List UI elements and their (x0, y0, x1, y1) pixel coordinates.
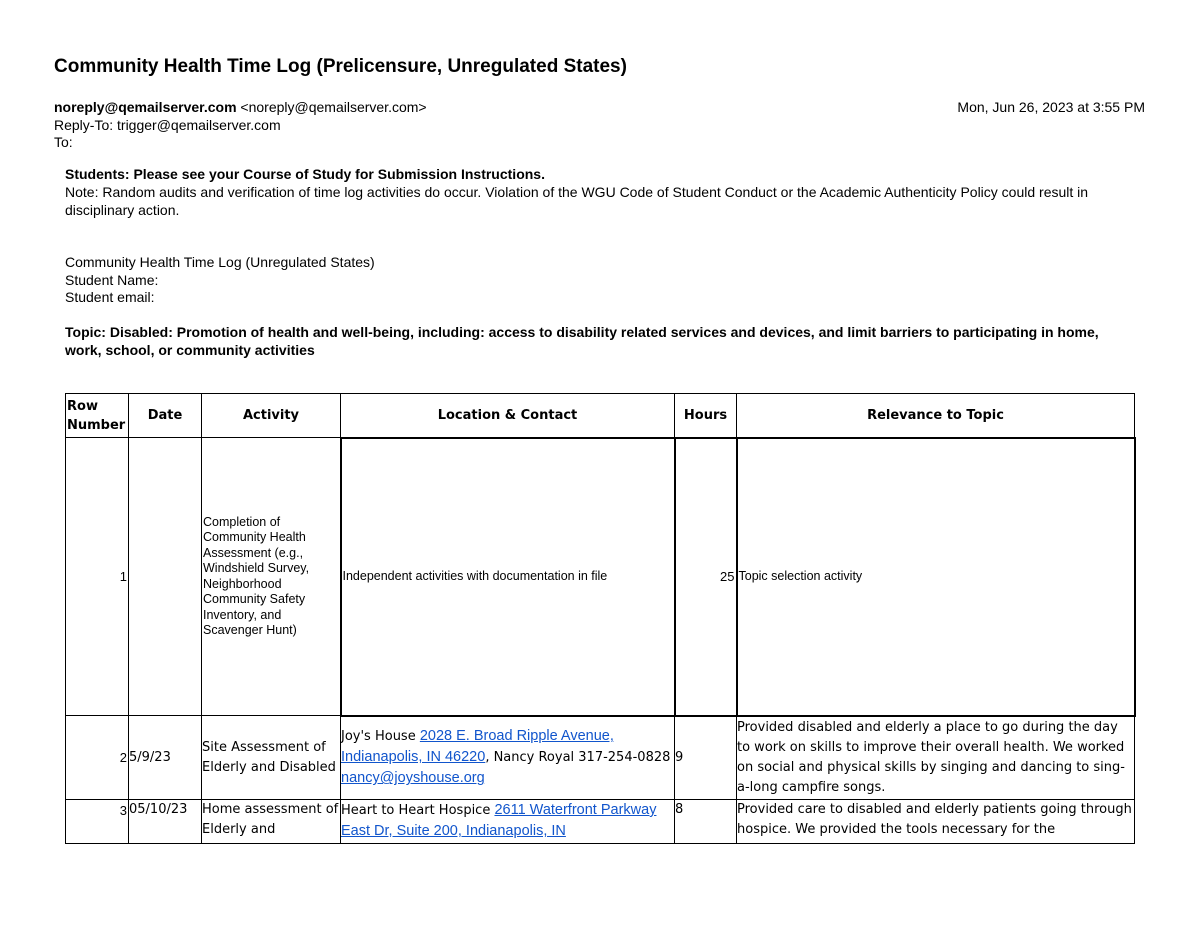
row-number: 3 (66, 800, 129, 844)
time-log-title: Community Health Time Log (Unregulated States) (65, 254, 375, 270)
sender-email: noreply@qemailserver.com (54, 99, 237, 115)
row-location (341, 800, 675, 844)
row-relevance (737, 800, 1135, 844)
row-hours: 8 (675, 800, 737, 844)
row-hours: 25 (675, 438, 737, 716)
submission-instructions: Students: Please see your Course of Study for Submission Instructions. (65, 166, 545, 182)
row-date (129, 438, 202, 716)
row-activity: Site Assessment of Elderly and Disabled (202, 716, 341, 800)
header-location: Location & Contact (341, 394, 675, 438)
row-location: Independent activities with documentation in file (341, 438, 675, 716)
header-hours: Hours (675, 394, 737, 438)
contact-info: , Nancy Royal 317-254-0828 (485, 750, 671, 766)
row-relevance: Provided disabled and elderly a place to go during the day to work on skills to improve their overall health. We worked on social and physical skills by singing and dancing to sing-a-long campfire songs. (737, 716, 1135, 800)
row-number: 2 (66, 716, 129, 800)
header-activity: Activity (202, 394, 341, 438)
row-date: 5/9/23 (129, 716, 202, 800)
to-line: To: (54, 134, 73, 150)
topic-statement: Topic: Disabled: Promotion of health and well-being, including: access to disability related services and devices, and limit barriers to participating in home, work, school, or community activities (65, 324, 1099, 358)
sender-line (54, 99, 427, 116)
header-relevance: Relevance to Topic (737, 394, 1135, 438)
table-row (66, 438, 1135, 716)
row-hours: 9 (675, 716, 737, 800)
address-link[interactable]: 2611 Waterfront Parkway East Dr, Suite 200, Indianapolis, IN (341, 802, 657, 839)
table-row (66, 800, 1135, 844)
sender-address: <noreply@qemailserver.com> (236, 99, 427, 115)
row-number: 1 (66, 438, 129, 716)
relevance-text: Provided care to disabled and elderly patients going through hospice. We provided the tools necessary for the (737, 802, 1132, 837)
email-link[interactable]: nancy@joyshouse.org (341, 770, 485, 787)
row-activity: Completion of Community Health Assessment (e.g., Windshield Survey, Neighborhood Community Safety Inventory, and Scavenger Hunt) (202, 438, 341, 716)
email-date: Mon, Jun 26, 2023 at 3:55 PM (957, 99, 1145, 115)
student-email-label: Student email: (65, 289, 155, 305)
row-activity: Home assessment of Elderly and (202, 800, 341, 844)
location-name: Heart to Heart Hospice (341, 803, 495, 818)
address-link[interactable]: 2028 E. Broad Ripple Avenue, Indianapolis, IN 46220 (341, 728, 614, 766)
reply-to-line: Reply-To: trigger@qemailserver.com (54, 117, 281, 133)
table-row (66, 716, 1135, 800)
time-log-table (65, 393, 1136, 844)
student-name-label: Student Name: (65, 272, 159, 288)
email-title: Community Health Time Log (Prelicensure, Unregulated States) (54, 56, 627, 77)
row-relevance: Topic selection activity (737, 438, 1135, 716)
header-date: Date (129, 394, 202, 438)
header-row-number: Row Number (66, 394, 129, 438)
row-date: 05/10/23 (129, 800, 202, 844)
row-location (341, 716, 675, 800)
audit-note: Note: Random audits and verification of time log activities do occur. Violation of the WGU Code of Student Conduct or the Academic Authenticity Policy could result in disciplinary action. (65, 184, 1089, 218)
table-header-row (66, 394, 1135, 438)
location-name: Joy's House (341, 729, 420, 745)
